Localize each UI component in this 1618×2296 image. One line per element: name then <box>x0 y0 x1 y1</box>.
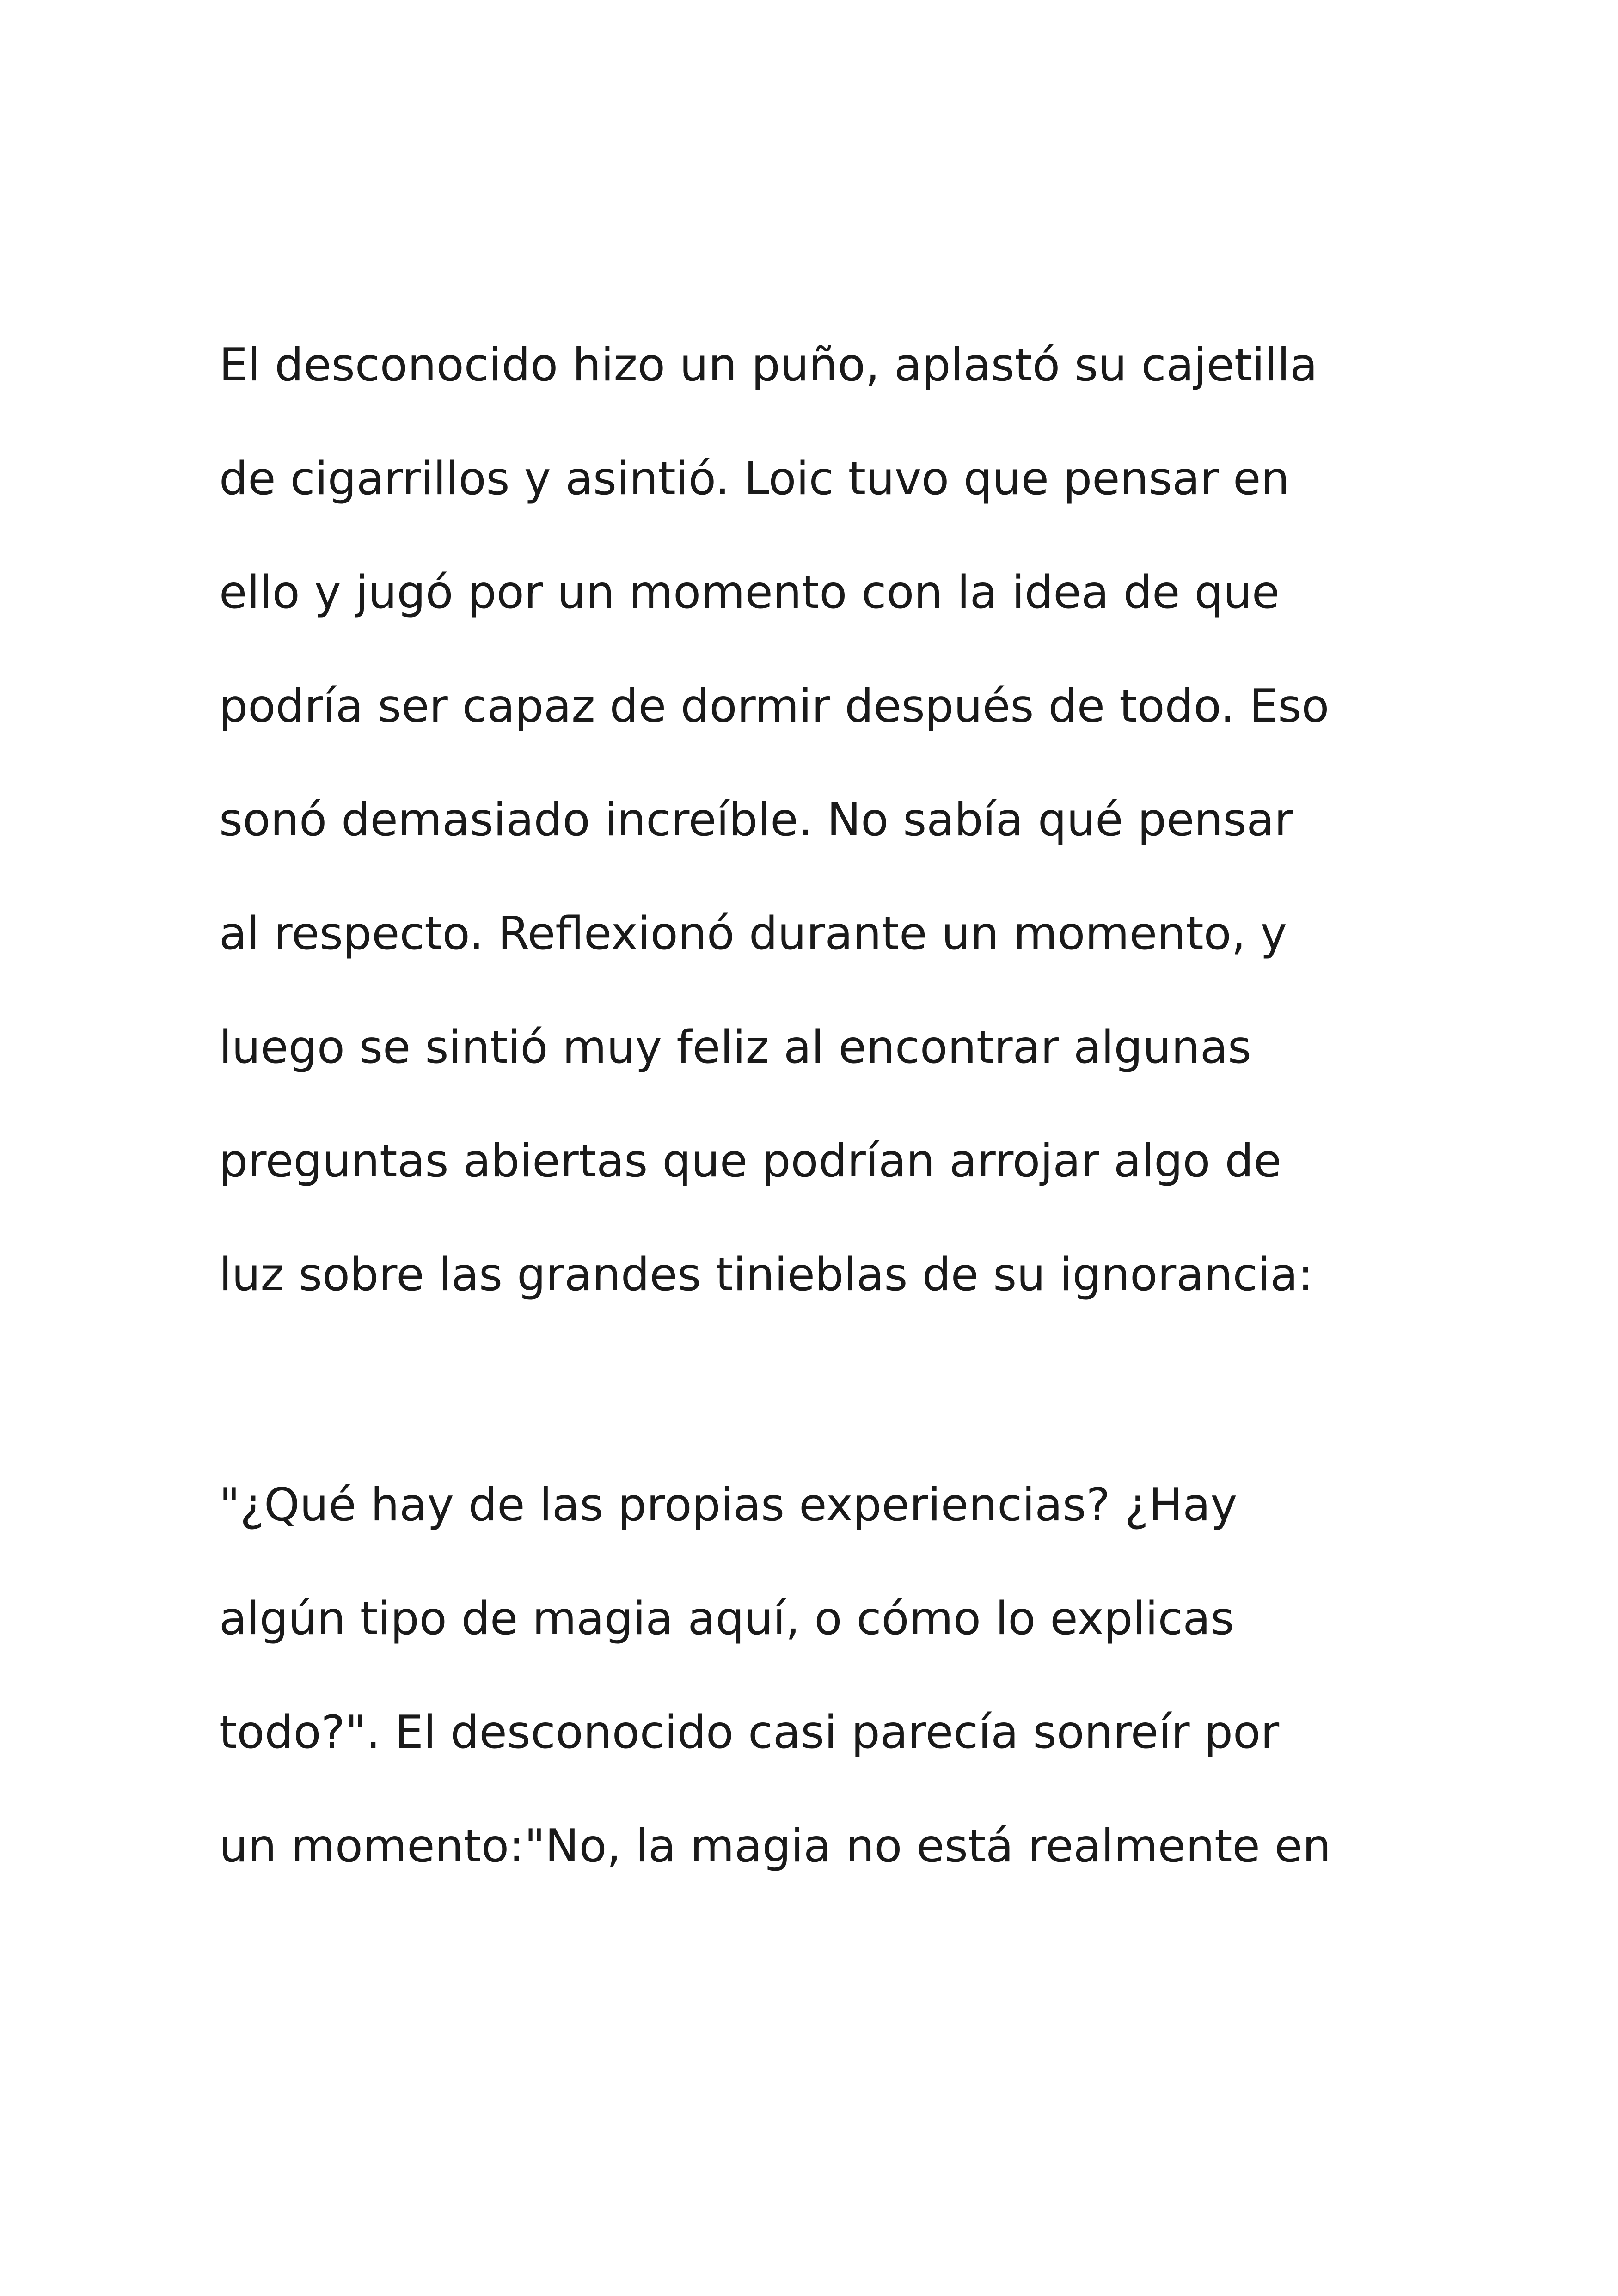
text-line: al respecto. Reflexionó durante un momento, y <box>219 907 1287 960</box>
text-line: ello y jugó por un momento con la idea de que <box>219 566 1280 619</box>
text-line: "¿Qué hay de las propias experiencias? ¿Hay <box>219 1479 1238 1531</box>
text-line: preguntas abiertas que podrían arrojar algo de <box>219 1135 1282 1188</box>
text-line: El desconocido hizo un puño, aplastó su cajetilla <box>219 339 1318 392</box>
text-line: podría ser capaz de dormir después de todo. Eso <box>219 680 1330 733</box>
text-line: un momento:"No, la magia no está realmente en <box>219 1820 1331 1873</box>
paragraph-2 <box>219 1448 1467 1903</box>
text-line: algún tipo de magia aquí, o cómo lo explicas <box>219 1592 1234 1645</box>
text-line: sonó demasiado increíble. No sabía qué pensar <box>219 794 1293 846</box>
text-line: luz sobre las grandes tinieblas de su ignorancia: <box>219 1249 1313 1301</box>
text-line: luego se sintió muy feliz al encontrar algunas <box>219 1021 1251 1074</box>
text-line: todo?". El desconocido casi parecía sonreír por <box>219 1706 1280 1759</box>
paragraph-1 <box>219 308 1467 1332</box>
text-line: de cigarrillos y asintió. Loic tuvo que pensar en <box>219 453 1290 505</box>
